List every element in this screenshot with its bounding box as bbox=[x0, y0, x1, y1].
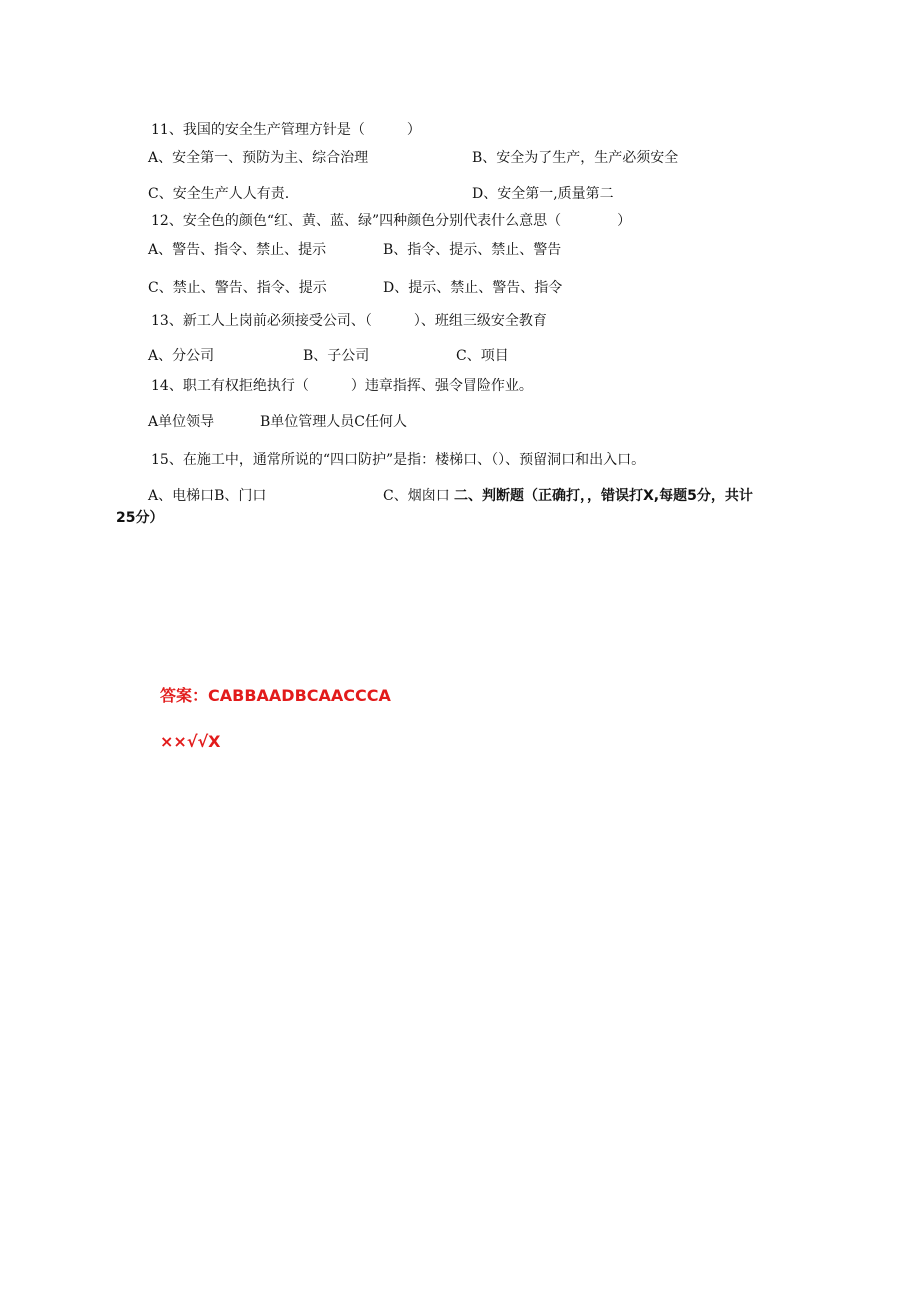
q13-option-c: C、项目 bbox=[456, 348, 509, 364]
q13-option-a: A、分公司 bbox=[148, 348, 215, 364]
answer-key-line2: ××√√X bbox=[160, 732, 221, 751]
q15-option-c: C、烟囱口 bbox=[383, 488, 450, 504]
q12-stem: 12、安全色的颜色“红、黄、蓝、绿”四种颜色分别代表什么意思（ ） bbox=[151, 213, 632, 229]
q14-option-bc: B单位管理人员C任何人 bbox=[260, 414, 407, 430]
q14-stem: 14、职工有权拒绝执行（ ）违章指挥、强令冒险作业。 bbox=[151, 378, 533, 394]
q13-stem: 13、新工人上岗前必须接受公司、（ ）、班组三级安全教育 bbox=[151, 313, 547, 329]
answer-key-line1: 答案：CABBAADBCAACCCA bbox=[160, 686, 391, 705]
q14-option-a: A单位领导 bbox=[148, 414, 215, 430]
section2-heading-line1: 二、判断题（正确打，，错误打X,每题5分，共计 bbox=[454, 488, 753, 504]
q11-option-c: C、安全生产人人有责. bbox=[148, 186, 290, 202]
q12-option-a: A、警告、指令、禁止、提示 bbox=[148, 242, 327, 258]
q15-option-ab: A、电梯口B、门口 bbox=[148, 488, 267, 504]
q15-stem: 15、在施工中，通常所说的“四口防护”是指：楼梯口、（）、预留洞口和出入口。 bbox=[151, 452, 646, 468]
q12-option-d: D、提示、禁止、警告、指令 bbox=[383, 280, 563, 296]
q11-stem: 11、我国的安全生产管理方针是（ ） bbox=[151, 122, 421, 138]
section2-heading-line2: 25分） bbox=[116, 510, 164, 526]
q11-option-a: A、安全第一、预防为主、综合治理 bbox=[148, 150, 369, 166]
q12-option-c: C、禁止、警告、指令、提示 bbox=[148, 280, 327, 296]
q12-option-b: B、指令、提示、禁止、警告 bbox=[383, 242, 562, 258]
q11-option-b: B、安全为了生产，生产必须安全 bbox=[472, 150, 679, 166]
q11-option-d: D、安全第一,质量第二 bbox=[472, 186, 614, 202]
q13-option-b: B、子公司 bbox=[303, 348, 370, 364]
